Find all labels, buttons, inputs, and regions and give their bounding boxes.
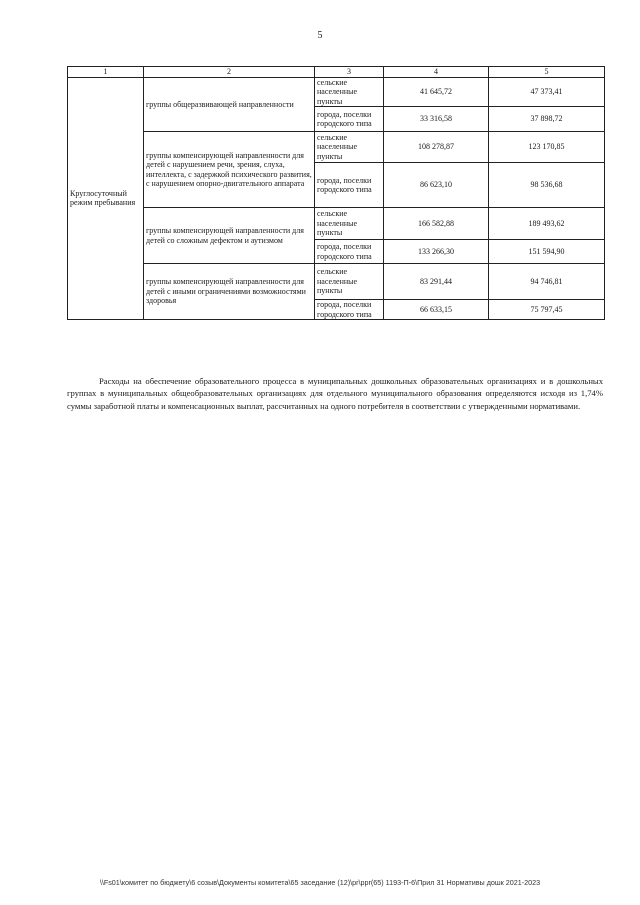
mode-cell: Круглосуточный режим пребывания	[68, 77, 144, 320]
group-name-cell: группы компенсирующей направленности для детей со сложным дефектом и аутизмом	[144, 208, 315, 264]
value-cell: 98 536,68	[489, 163, 605, 208]
value-cell: 94 746,81	[489, 264, 605, 300]
area-cell: сельские населенные пункты	[315, 264, 384, 300]
value-cell: 151 594,90	[489, 240, 605, 264]
value-cell: 83 291,44	[384, 264, 489, 300]
area-cell: города, поселки городского типа	[315, 163, 384, 208]
area-cell: города, поселки городского типа	[315, 300, 384, 320]
expenses-paragraph: Расходы на обеспечение образовательного процесса в муниципальных дошкольных образовательных организациях и в дошкольных группах в муниципальных общеобразовательных организациях для отдельного муниципального образования определяются исходя из 1,74% суммы заработной платы и компенсационных выплат, рассчитанных на одного потребителя в соответствии с утвержденными нормативами.	[67, 375, 603, 411]
value-cell: 86 623,10	[384, 163, 489, 208]
value-cell: 33 316,58	[384, 107, 489, 132]
value-cell: 66 633,15	[384, 300, 489, 320]
value-cell: 75 797,45	[489, 300, 605, 320]
area-cell: сельские населенные пункты	[315, 77, 384, 107]
value-cell: 108 278,87	[384, 132, 489, 163]
table-row	[68, 208, 605, 240]
group-name-cell: группы компенсирующей направленности для детей с нарушением речи, зрения, слуха, интеллекта, с задержкой психического развития, с нарушением опорно-двигательного аппарата	[144, 132, 315, 208]
area-cell: города, поселки городского типа	[315, 240, 384, 264]
value-cell: 189 493,62	[489, 208, 605, 240]
norms-table	[67, 66, 605, 320]
column-header-3: 3	[315, 67, 384, 78]
value-cell: 133 266,30	[384, 240, 489, 264]
column-header-2: 2	[144, 67, 315, 78]
table-header-row	[68, 67, 605, 78]
value-cell: 41 645,72	[384, 77, 489, 107]
table-row	[68, 77, 605, 107]
column-header-1: 1	[68, 67, 144, 78]
value-cell: 123 170,85	[489, 132, 605, 163]
column-header-4: 4	[384, 67, 489, 78]
table-row	[68, 132, 605, 163]
value-cell: 47 373,41	[489, 77, 605, 107]
table-row	[68, 264, 605, 300]
value-cell: 166 582,88	[384, 208, 489, 240]
area-cell: города, поселки городского типа	[315, 107, 384, 132]
area-cell: сельские населенные пункты	[315, 132, 384, 163]
group-name-cell: группы общеразвивающей направленности	[144, 77, 315, 132]
page-number: 5	[317, 30, 323, 41]
group-name-cell: группы компенсирующей направленности для детей с иными ограничениями возможностями здоровья	[144, 264, 315, 320]
column-header-5: 5	[489, 67, 605, 78]
file-path-footer: \\Fs01\комитет по бюджету\6 созыв\Документы комитета\65 заседание (12)\pr\ppr(65) 1193-П-6\Прил 31 Нормативы дошк 2021-2023	[99, 878, 541, 887]
value-cell: 37 898,72	[489, 107, 605, 132]
area-cell: сельские населенные пункты	[315, 208, 384, 240]
